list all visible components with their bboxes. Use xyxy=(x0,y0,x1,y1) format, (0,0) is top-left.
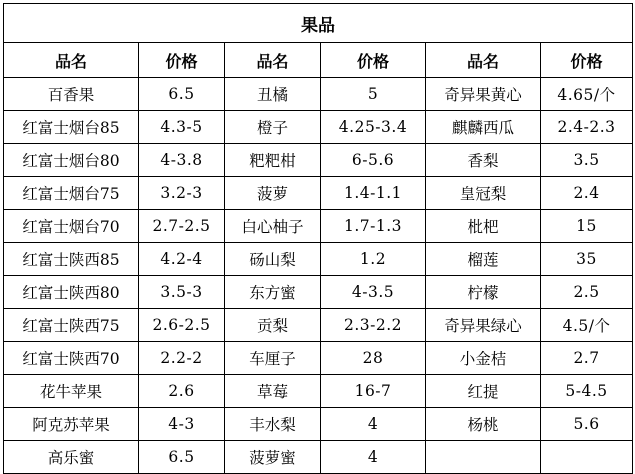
fruit-name-cell: 菠萝 xyxy=(225,177,321,210)
fruit-price-cell: 6.5 xyxy=(139,78,225,111)
fruit-price-cell: 4.5/个 xyxy=(541,309,633,342)
title-row xyxy=(4,4,633,43)
fruit-name-cell: 砀山梨 xyxy=(225,243,321,276)
fruit-price-cell xyxy=(541,441,633,474)
column-header-name: 品名 xyxy=(426,43,541,78)
fruit-price-cell: 4.3-5 xyxy=(139,111,225,144)
table-row xyxy=(4,111,633,144)
fruit-price-cell: 2.3-2.2 xyxy=(321,309,426,342)
fruit-name-cell: 白心柚子 xyxy=(225,210,321,243)
table-row xyxy=(4,243,633,276)
fruit-name-cell: 红富士陕西75 xyxy=(4,309,139,342)
fruit-price-cell: 5.6 xyxy=(541,408,633,441)
fruit-price-cell: 2.7 xyxy=(541,342,633,375)
fruit-price-cell: 6.5 xyxy=(139,441,225,474)
table-row xyxy=(4,342,633,375)
fruit-name-cell: 草莓 xyxy=(225,375,321,408)
fruit-price-cell: 2.4 xyxy=(541,177,633,210)
fruit-name-cell: 红富士烟台80 xyxy=(4,144,139,177)
fruit-price-cell: 4.25-3.4 xyxy=(321,111,426,144)
fruit-price-cell: 4-3.8 xyxy=(139,144,225,177)
fruit-price-cell: 4.65/个 xyxy=(541,78,633,111)
fruit-price-cell: 3.2-3 xyxy=(139,177,225,210)
fruit-name-cell: 菠萝蜜 xyxy=(225,441,321,474)
fruit-name-cell: 香梨 xyxy=(426,144,541,177)
fruit-name-cell: 阿克苏苹果 xyxy=(4,408,139,441)
fruit-price-table xyxy=(3,3,633,474)
fruit-price-cell: 4-3.5 xyxy=(321,276,426,309)
column-header-price: 价格 xyxy=(321,43,426,78)
fruit-price-cell: 16-7 xyxy=(321,375,426,408)
price-sheet xyxy=(3,3,632,471)
table-row xyxy=(4,210,633,243)
fruit-name-cell: 皇冠梨 xyxy=(426,177,541,210)
fruit-name-cell: 粑粑柑 xyxy=(225,144,321,177)
fruit-price-cell: 35 xyxy=(541,243,633,276)
fruit-price-cell: 1.7-1.3 xyxy=(321,210,426,243)
fruit-price-cell: 3.5 xyxy=(541,144,633,177)
table-row xyxy=(4,78,633,111)
table-row xyxy=(4,276,633,309)
fruit-name-cell: 榴莲 xyxy=(426,243,541,276)
table-row xyxy=(4,441,633,474)
table-row xyxy=(4,309,633,342)
fruit-price-cell: 2.4-2.3 xyxy=(541,111,633,144)
fruit-price-cell: 6-5.6 xyxy=(321,144,426,177)
fruit-name-cell: 麒麟西瓜 xyxy=(426,111,541,144)
column-header-name: 品名 xyxy=(225,43,321,78)
table-title: 果品 xyxy=(4,4,633,43)
table-row xyxy=(4,144,633,177)
fruit-name-cell: 百香果 xyxy=(4,78,139,111)
fruit-name-cell: 柠檬 xyxy=(426,276,541,309)
fruit-price-cell: 5 xyxy=(321,78,426,111)
table-row xyxy=(4,177,633,210)
header-row xyxy=(4,43,633,78)
fruit-name-cell: 花牛苹果 xyxy=(4,375,139,408)
fruit-name-cell: 奇异果黄心 xyxy=(426,78,541,111)
fruit-price-cell: 4 xyxy=(321,441,426,474)
column-header-price: 价格 xyxy=(139,43,225,78)
fruit-name-cell: 红富士陕西85 xyxy=(4,243,139,276)
fruit-price-cell: 15 xyxy=(541,210,633,243)
fruit-name-cell xyxy=(426,441,541,474)
fruit-name-cell: 东方蜜 xyxy=(225,276,321,309)
fruit-name-cell: 高乐蜜 xyxy=(4,441,139,474)
fruit-price-cell: 2.6 xyxy=(139,375,225,408)
fruit-name-cell: 红富士烟台70 xyxy=(4,210,139,243)
fruit-name-cell: 车厘子 xyxy=(225,342,321,375)
table-body xyxy=(4,78,633,474)
fruit-price-cell: 4 xyxy=(321,408,426,441)
fruit-name-cell: 丑橘 xyxy=(225,78,321,111)
fruit-price-cell: 2.7-2.5 xyxy=(139,210,225,243)
column-header-price: 价格 xyxy=(541,43,633,78)
fruit-price-cell: 4.2-4 xyxy=(139,243,225,276)
fruit-price-cell: 4-3 xyxy=(139,408,225,441)
fruit-price-cell: 1.2 xyxy=(321,243,426,276)
fruit-name-cell: 橙子 xyxy=(225,111,321,144)
fruit-price-cell: 28 xyxy=(321,342,426,375)
fruit-price-cell: 5-4.5 xyxy=(541,375,633,408)
fruit-name-cell: 红富士陕西80 xyxy=(4,276,139,309)
fruit-name-cell: 奇异果绿心 xyxy=(426,309,541,342)
column-header-name: 品名 xyxy=(4,43,139,78)
fruit-price-cell: 1.4-1.1 xyxy=(321,177,426,210)
fruit-name-cell: 红提 xyxy=(426,375,541,408)
fruit-price-cell: 2.6-2.5 xyxy=(139,309,225,342)
fruit-price-cell: 3.5-3 xyxy=(139,276,225,309)
fruit-name-cell: 小金桔 xyxy=(426,342,541,375)
fruit-price-cell: 2.2-2 xyxy=(139,342,225,375)
table-row xyxy=(4,375,633,408)
fruit-name-cell: 贡梨 xyxy=(225,309,321,342)
fruit-name-cell: 杨桃 xyxy=(426,408,541,441)
fruit-name-cell: 红富士烟台85 xyxy=(4,111,139,144)
fruit-name-cell: 枇杷 xyxy=(426,210,541,243)
fruit-name-cell: 红富士烟台75 xyxy=(4,177,139,210)
fruit-name-cell: 红富士陕西70 xyxy=(4,342,139,375)
table-row xyxy=(4,408,633,441)
fruit-name-cell: 丰水梨 xyxy=(225,408,321,441)
fruit-price-cell: 2.5 xyxy=(541,276,633,309)
